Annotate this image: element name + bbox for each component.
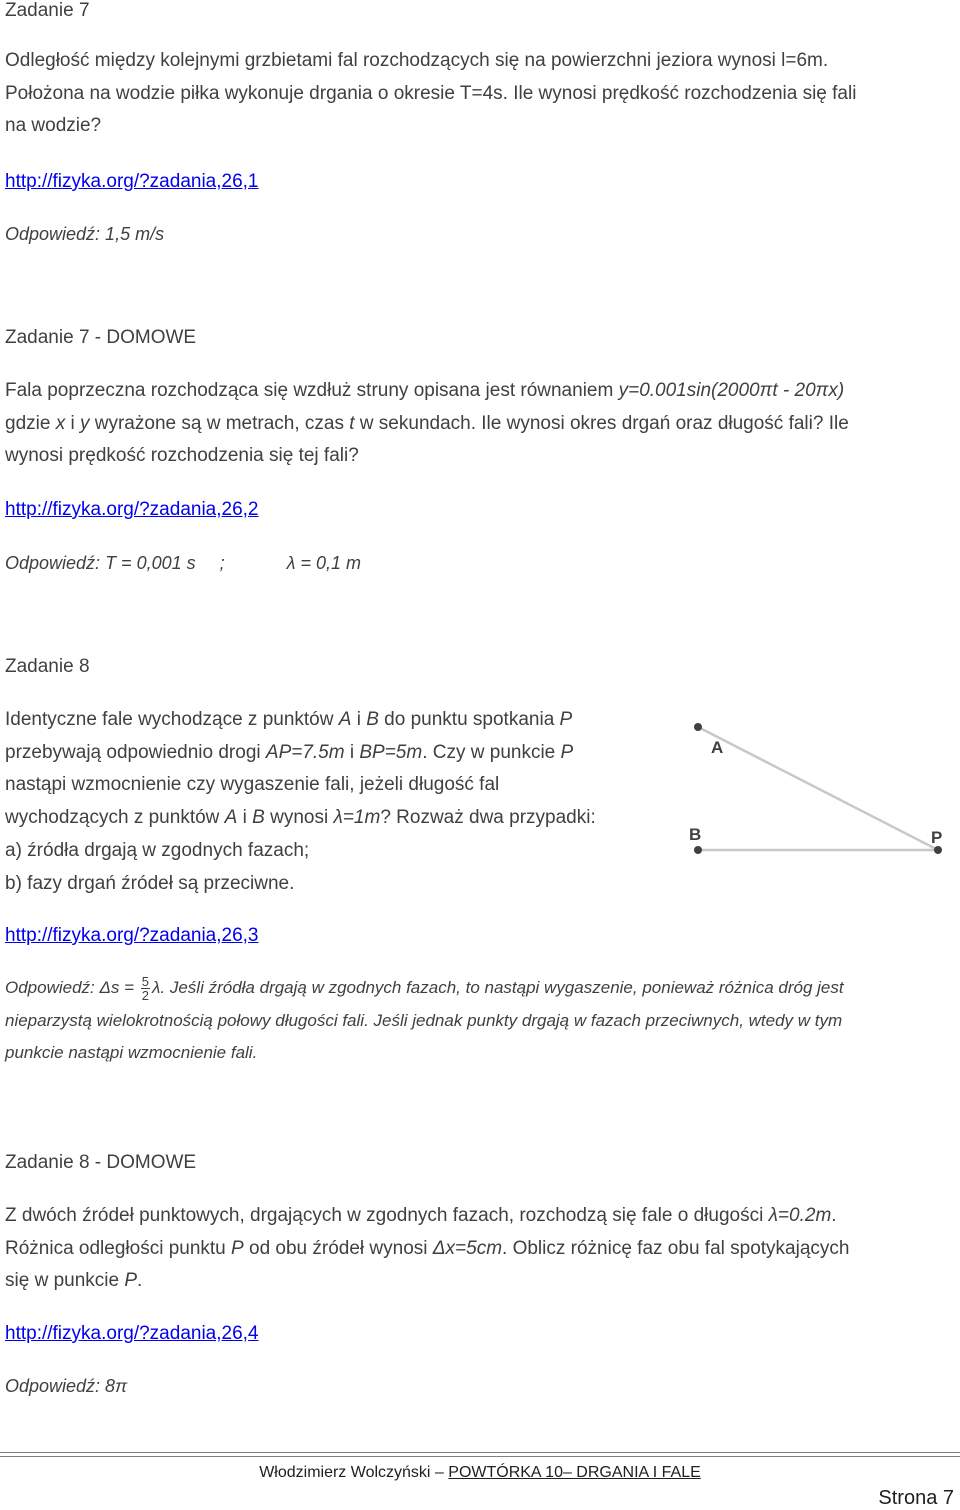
point-b-dot: [694, 846, 702, 854]
distance-ap: AP=7.5m: [265, 741, 345, 763]
z7-line-2: Położona na wodzie piłka wykonuje drgania o okresie T=4s. Ile wynosi prędkość rozchodzenia się fali: [5, 82, 857, 104]
point-p: P: [231, 1237, 244, 1259]
wavelength: λ=0.2m: [768, 1205, 832, 1226]
fraction: [141, 975, 150, 1002]
z8-text: do punktu spotkania: [378, 709, 560, 730]
z8-text: przebywają odpowiednio drogi: [5, 741, 266, 763]
z8d-line-3: [5, 1265, 849, 1298]
point-a: A: [338, 709, 352, 730]
z8-text: wynosi: [264, 807, 334, 829]
answer-wavelength: λ = 0,1 m: [286, 553, 362, 573]
z8d-problem-text: [5, 1200, 849, 1298]
point-p: P: [124, 1270, 138, 1292]
z7-title: Zadanie 7: [5, 0, 90, 21]
z8-link[interactable]: http://fizyka.org/?zadania,26,3: [5, 925, 259, 946]
answer-label: Odpowiedź:: [5, 553, 106, 573]
answer-text: . Jeśli źródła drgają w zgodnych fazach, to nastąpi wygaszenie, ponieważ różnica dróg jest: [160, 978, 844, 997]
z7d-line-1: [5, 375, 849, 408]
z7d-title: Zadanie 7 - DOMOWE: [5, 327, 197, 348]
label-b: B: [689, 825, 702, 844]
wave-equation: y=0.001sin(2000πt - 20πx): [618, 380, 845, 401]
var-y: y: [79, 412, 90, 434]
point-a: A: [224, 807, 238, 829]
z8-line-4: [5, 802, 596, 835]
z7d-text: gdzie: [5, 412, 56, 434]
footer-title: POWTÓRKA 10– DRGANIA I FALE: [448, 1464, 701, 1481]
z8-text: i: [344, 741, 360, 763]
z7d-line-3: wynosi prędkość rozchodzenia się tej fali?: [5, 445, 359, 467]
z8d-text: .: [831, 1205, 837, 1226]
z8-text: ? Rozważ dwa przypadki:: [380, 807, 596, 829]
point-p-dot: [934, 846, 942, 854]
z8-line-3: nastąpi wzmocnienie czy wygaszenie fali, jeżeli długość fal: [5, 774, 500, 796]
z7d-line-1-text: Fala poprzeczna rozchodząca się wzdłuż struny opisana jest równaniem: [5, 380, 619, 401]
z7d-text: wyrażone są w metrach, czas: [89, 412, 350, 434]
z8-answer-line-3: punkcie nastąpi wzmocnienie fali.: [5, 1043, 258, 1063]
z7d-problem-text: [5, 375, 849, 473]
z8-problem-text: [5, 704, 596, 900]
point-p: P: [560, 741, 574, 763]
fraction-denominator: 2: [141, 988, 150, 1004]
z7-problem-text: [5, 45, 856, 143]
z8-answer-line-1: [5, 972, 844, 1005]
fraction-numerator: 5: [141, 974, 150, 990]
answer-period: T = 0,001 s: [105, 553, 196, 573]
label-p: P: [931, 828, 943, 847]
point-b: B: [252, 807, 265, 829]
page-number: Strona 7: [878, 1487, 954, 1509]
z8d-link[interactable]: http://fizyka.org/?zadania,26,4: [5, 1323, 259, 1344]
z7-line-1: Odległość między kolejnymi grzbietami fal rozchodzących się na powierzchni jeziora wynosi l=6m.: [5, 50, 829, 71]
footer-rule: [0, 1452, 960, 1453]
z7-line-3: na wodzie?: [5, 115, 102, 137]
z8d-text: Z dwóch źródeł punktowych, drgających w zgodnych fazach, rozchodzą się fale o długości: [5, 1205, 769, 1226]
z8-line-6: b) fazy drgań źródeł są przeciwne.: [5, 872, 295, 894]
var-x: x: [55, 412, 66, 434]
z8-line-1: [5, 704, 596, 737]
z8-line-5: a) źródła drgają w zgodnych fazach;: [5, 839, 310, 861]
z8-text: Identyczne fale wychodzące z punktów: [5, 709, 339, 730]
z8-title: Zadanie 8: [5, 656, 90, 677]
z8d-line-1: [5, 1200, 849, 1233]
path-difference: Δs =: [99, 978, 135, 997]
footer-author: Włodzimierz Wolczyński –: [259, 1464, 449, 1481]
z7d-link[interactable]: http://fizyka.org/?zadania,26,2: [5, 499, 259, 520]
z8d-text: się w punkcie: [5, 1270, 125, 1292]
distance-difference: Δx=5cm: [432, 1237, 503, 1259]
z8-text: i: [237, 807, 253, 829]
answer-separator: ;: [219, 553, 225, 573]
var-t: t: [349, 412, 355, 434]
z8d-text: od obu źródeł wynosi: [243, 1237, 433, 1259]
z7d-text: i: [65, 412, 80, 434]
z8d-answer: Odpowiedź: 8π: [5, 1376, 128, 1396]
z8d-text: Różnica odległości punktu: [5, 1237, 232, 1259]
distance-bp: BP=5m: [359, 741, 423, 763]
footer: [0, 1462, 960, 1484]
z7d-text: w sekundach. Ile wynosi okres drgań oraz długość fali? Ile: [354, 412, 849, 434]
z8d-title: Zadanie 8 - DOMOWE: [5, 1152, 197, 1173]
label-a: A: [711, 738, 724, 757]
z7-answer: Odpowiedź: 1,5 m/s: [5, 224, 165, 244]
points-diagram: [680, 715, 950, 865]
z8-line-2: [5, 737, 596, 770]
z7d-answer: [5, 550, 361, 576]
z8d-text: . Oblicz różnicę faz obu fal spotykających: [502, 1237, 850, 1259]
wavelength: λ=1m: [333, 807, 381, 829]
point-a-dot: [694, 723, 702, 731]
lambda: λ: [152, 978, 161, 997]
z7-link[interactable]: http://fizyka.org/?zadania,26,1: [5, 171, 259, 192]
z8d-text: .: [137, 1270, 143, 1292]
z8-text: i: [351, 709, 367, 730]
point-p: P: [559, 709, 573, 730]
footer-rule: [0, 1456, 960, 1457]
segment-ap: [698, 727, 938, 850]
z8-answer-line-2: nieparzystą wielokrotnością połowy długości fali. Jeśli jednak punkty drgają w fazach przeciwnych, wtedy w tym: [5, 1010, 843, 1030]
z7d-line-2: [5, 408, 849, 441]
z8-text: . Czy w punkcie: [422, 741, 561, 763]
answer-label: Odpowiedź:: [5, 978, 100, 997]
z8-text: wychodzących z punktów: [5, 807, 225, 829]
z8d-line-2: [5, 1233, 849, 1266]
z8-answer: [5, 972, 844, 1070]
point-b: B: [366, 709, 379, 730]
